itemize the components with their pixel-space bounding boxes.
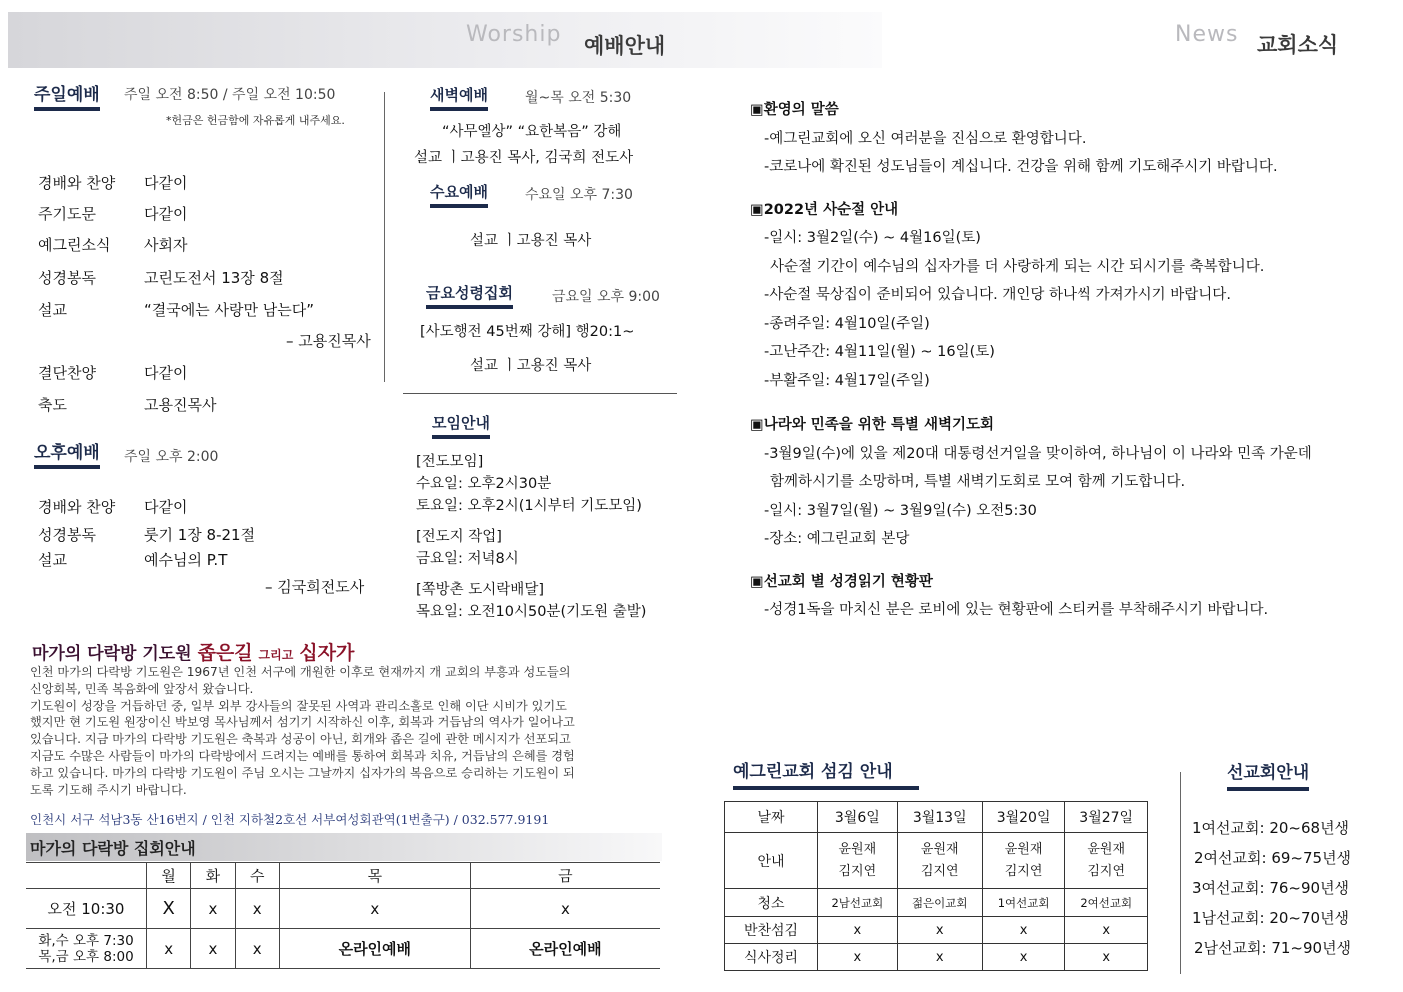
date-cell: 3월27일 — [1065, 802, 1148, 833]
friday-worship-title: 금요성령집회 — [426, 282, 513, 309]
order-item — [38, 362, 187, 383]
friday-worship-time: 금요일 오후 9:00 — [552, 289, 660, 305]
row-label: 청소 — [725, 889, 818, 917]
table-row — [725, 944, 1148, 971]
guide-cell — [982, 833, 1065, 889]
header-cell: 날짜 — [725, 802, 818, 833]
schedule-title: 마가의 다락방 집회안내 — [30, 839, 196, 858]
semgim-cell: x — [1065, 944, 1148, 971]
news-line: -일시: 3월2일(수) ~ 4월16일(토) — [764, 230, 981, 246]
order-value: 다같이 — [144, 498, 188, 516]
guide-name: 김지연 — [838, 863, 877, 879]
news-line: -부활주일: 4월17일(주일) — [764, 372, 930, 389]
order-item — [38, 172, 187, 193]
worship-header-en: Worship — [466, 22, 562, 47]
schedule-cell: x — [470, 889, 660, 929]
order-item — [38, 203, 187, 224]
order-value: 룻기 1장 8-21절 — [144, 526, 256, 544]
guide-name: 김지연 — [1004, 863, 1043, 879]
time-line: 화,수 오후 7:30 — [38, 932, 134, 949]
prayer-house-name: 마가의 다락방 기도원 — [32, 644, 192, 664]
news-line: -코로나에 확진된 성도님들이 계십니다. 건강을 위해 함께 기도해주시기 바랍니다. — [764, 159, 1278, 175]
body-line: 기도원이 성장을 거듭하던 중, 일부 외부 강사들의 잘못된 사역과 관리소홀로 인해 이단 시비가 있기도 — [30, 698, 567, 713]
semgim-cell: x — [897, 917, 982, 944]
afternoon-preacher: – 김국희전도사 — [265, 578, 365, 596]
afternoon-worship-title: 오후예배 — [34, 438, 100, 469]
wednesday-worship-title: 수요예배 — [430, 181, 488, 208]
news-header-ko: 교회소식 — [1257, 33, 1339, 57]
schedule-cell: x — [191, 889, 235, 929]
prayer-house-and: 그리고 — [258, 648, 294, 662]
news-list — [750, 96, 1390, 625]
body-line: 하고 있습니다. 마가의 다락방 기도원이 주님 오시는 그날까지 십자가의 복음으로 승리하는 기도원이 되 — [30, 765, 575, 780]
schedule-cell: x — [235, 889, 279, 929]
day-header: 목 — [279, 863, 470, 889]
prayer-house-body — [30, 664, 670, 798]
afternoon-worship-time: 주일 오후 2:00 — [124, 449, 219, 465]
guide-name: 김지연 — [920, 863, 959, 879]
mission-item: 2남선교회: 71~90년생 — [1194, 939, 1352, 957]
news-line: -고난주간: 4월11일(월) ~ 16일(토) — [764, 344, 995, 360]
offering-note: *헌금은 헌금함에 자유롭게 내주세요. — [166, 114, 345, 127]
friday-preacher: 설교 ㅣ고용진 목사 — [470, 358, 592, 374]
date-cell: 3월13일 — [897, 802, 982, 833]
body-line: 신앙회복, 민족 복음화에 앞장서 왔습니다. — [30, 681, 254, 696]
meeting-name: [쪽방촌 도시락배달] — [416, 582, 544, 598]
news-line: -종려주일: 4월10일(주일) — [764, 315, 930, 332]
schedule-cell: x — [235, 929, 279, 969]
order-label: 예그린소식 — [38, 236, 111, 254]
day-header: 월 — [147, 863, 191, 889]
schedule-cell: 온라인예배 — [279, 929, 470, 969]
meeting-name: [전도모임] — [416, 454, 484, 470]
sunday-preacher: – 고용진목사 — [286, 332, 371, 350]
table-row — [725, 889, 1148, 917]
semgim-cell: 2남선교회 — [818, 889, 898, 917]
worship-header-band — [8, 12, 882, 68]
meeting-group — [416, 579, 646, 623]
news-heading: ▣환영의 말씀 — [750, 102, 839, 118]
schedule-cell: X — [147, 889, 191, 929]
news-item — [750, 196, 1390, 396]
mission-divider — [1180, 772, 1181, 974]
order-value: 고용진목사 — [144, 396, 217, 414]
guide-name: 윤원재 — [920, 841, 959, 857]
day-header: 수 — [235, 863, 279, 889]
prayer-house-title — [32, 638, 354, 665]
news-heading: ▣나라와 민족을 위한 특별 새벽기도회 — [750, 417, 994, 433]
guide-name: 김지연 — [1087, 863, 1126, 879]
order-label: 경배와 찬양 — [38, 498, 116, 516]
worship-header-ko: 예배안내 — [584, 34, 666, 58]
sermon-title: “결국에는 사랑만 남는다” — [144, 301, 314, 319]
order-value: 예수님의 P.T — [144, 551, 228, 569]
news-heading: ▣2022년 사순절 안내 — [750, 201, 899, 218]
meeting-group — [416, 451, 642, 517]
table-row — [26, 929, 660, 969]
order-label: 설교 — [38, 551, 67, 569]
semgim-table — [724, 801, 1148, 971]
order-label: 축도 — [38, 396, 67, 414]
news-line: -일시: 3월7일(월) ~ 3월9일(수) 오전5:30 — [764, 502, 1037, 519]
order-label: 설교 — [38, 301, 67, 319]
dawn-worship-time: 월~목 오전 5:30 — [525, 90, 632, 106]
semgim-title: 예그린교회 섬김 안내 — [733, 757, 919, 790]
table-row — [26, 889, 660, 929]
time-cell: 오전 10:30 — [26, 889, 147, 929]
semgim-cell: x — [897, 944, 982, 971]
guide-name: 윤원재 — [1004, 841, 1043, 857]
row-label: 식사정리 — [725, 944, 818, 971]
table-corner — [26, 863, 147, 889]
order-item — [38, 234, 187, 255]
news-line: -성경1독을 마치신 분은 로비에 있는 현황판에 스티커를 부착해주시기 바랍니다. — [764, 602, 1269, 618]
meeting-line: 금요일: 저녁8시 — [416, 551, 519, 567]
order-value: 다같이 — [144, 205, 188, 223]
mission-item: 2여선교회: 69~75년생 — [1194, 849, 1352, 867]
semgim-cell: 젊은이교회 — [897, 889, 982, 917]
table-header-row — [26, 863, 660, 889]
guide-cell — [818, 833, 898, 889]
order-item — [38, 549, 227, 570]
date-cell: 3월20일 — [982, 802, 1065, 833]
table-row — [725, 833, 1148, 889]
schedule-cell: x — [147, 929, 191, 969]
order-item — [38, 267, 284, 288]
news-line: -3월9일(수)에 있을 제20대 대통령선거일을 맞이하여, 하나님이 이 나라와 민족 가운데 — [764, 445, 1312, 462]
meeting-name: [전도지 작업] — [416, 529, 502, 545]
news-header-en: News — [1175, 22, 1239, 47]
time-cell — [26, 929, 147, 969]
semgim-cell: x — [818, 917, 898, 944]
order-value: 사회자 — [144, 236, 188, 254]
news-line: -사순절 묵상집이 준비되어 있습니다. 개인당 하나씩 가져가시기 바랍니다. — [764, 287, 1231, 303]
order-label: 성경봉독 — [38, 269, 96, 287]
semgim-cell: 1여선교회 — [982, 889, 1065, 917]
time-line: 목,금 오후 8:00 — [38, 948, 134, 965]
news-line: -장소: 예그린교회 본당 — [764, 531, 910, 547]
schedule-cell: x — [279, 889, 470, 929]
column-divider — [384, 92, 385, 382]
news-line: 사순절 기간이 예수님의 십자가를 더 사랑하게 되는 시간 되시기를 축복합니다. — [770, 258, 1265, 275]
news-item — [750, 411, 1390, 554]
body-line: 도록 기도해 주시기 바랍니다. — [30, 782, 187, 797]
schedule-cell: x — [191, 929, 235, 969]
meeting-group — [416, 526, 519, 570]
dawn-preachers: 설교 ㅣ고용진 목사, 김국희 전도사 — [414, 150, 634, 166]
mission-item: 1여선교회: 20~68년생 — [1192, 819, 1350, 837]
body-line: 지금도 수많은 사람들이 마가의 다락방에서 드려지는 예배를 통하여 회복과 치유, 거듭남의 은혜를 경험 — [30, 748, 575, 763]
meeting-line: 수요일: 오후2시30분 — [416, 476, 552, 492]
semgim-cell: x — [818, 944, 898, 971]
body-line: 인천 마가의 다락방 기도원은 1967년 인천 서구에 개원한 이후로 현재까지 개 교회의 부흥과 성도들의 — [30, 665, 571, 679]
news-line: -예그린교회에 오신 여러분을 진심으로 환영합니다. — [764, 130, 1087, 147]
order-label: 경배와 찬양 — [38, 174, 116, 192]
wednesday-preacher: 설교 ㅣ고용진 목사 — [470, 233, 592, 249]
order-item — [38, 394, 216, 415]
sunday-worship-time: 주일 오전 8:50 / 주일 오전 10:50 — [124, 87, 336, 103]
prayer-house-cross: 십자가 — [299, 642, 355, 664]
semgim-cell: x — [1065, 917, 1148, 944]
mission-item: 3여선교회: 76~90년생 — [1192, 879, 1350, 897]
date-cell: 3월6일 — [818, 802, 898, 833]
dawn-worship-title: 새벽예배 — [430, 84, 488, 111]
news-heading: ▣선교회 별 성경읽기 현황판 — [750, 573, 933, 590]
news-item — [750, 568, 1390, 625]
semgim-cell: x — [982, 917, 1065, 944]
sunday-worship-title: 주일예배 — [34, 80, 100, 111]
day-header: 금 — [470, 863, 660, 889]
body-line: 있습니다. 지금 마가의 다락방 기도원은 축복과 성공이 아닌, 회개와 좁은 길에 관한 메시지가 선포되고 — [30, 732, 571, 747]
order-label: 주기도문 — [38, 205, 96, 223]
meeting-line: 목요일: 오전10시50분(기도원 출발) — [416, 604, 647, 620]
order-label: 성경봉독 — [38, 526, 96, 544]
order-item — [38, 496, 187, 517]
news-line: 함께하시기를 소망하며, 특별 새벽기도회로 모여 함께 기도합니다. — [770, 474, 1186, 490]
row-label: 안내 — [725, 833, 818, 889]
guide-cell — [897, 833, 982, 889]
body-line: 했지만 현 기도원 원장이신 박보영 목사님께서 섬기기 시작하신 이후, 회복과 거듭남의 역사가 일어나고 — [30, 715, 575, 730]
day-header: 화 — [191, 863, 235, 889]
mission-item: 1남선교회: 20~70년생 — [1192, 909, 1350, 927]
guide-name: 윤원재 — [1087, 841, 1126, 857]
section-divider — [403, 393, 677, 394]
guide-cell — [1065, 833, 1148, 889]
order-item — [38, 524, 255, 545]
semgim-cell: 2여선교회 — [1065, 889, 1148, 917]
wednesday-worship-time: 수요일 오후 7:30 — [525, 187, 633, 203]
prayer-house-narrow-way: 좁은길 — [197, 642, 253, 664]
schedule-cell: 온라인예배 — [470, 929, 660, 969]
table-header-row — [725, 802, 1148, 833]
table-row — [725, 917, 1148, 944]
news-item — [750, 96, 1390, 182]
order-value: 다같이 — [144, 174, 188, 192]
dawn-series: “사무엘상” “요한복음” 강해 — [442, 124, 622, 140]
mission-title: 선교회안내 — [1227, 758, 1309, 791]
meetings-title: 모임안내 — [432, 412, 490, 439]
order-value: 다같이 — [144, 364, 188, 382]
semgim-cell: x — [982, 944, 1065, 971]
row-label: 반찬섬김 — [725, 917, 818, 944]
prayer-house-address: 인천시 서구 석남3동 산16번지 / 인천 지하철2호선 서부여성회관역(1번출구) / 032.577.9191 — [30, 812, 550, 827]
meeting-line: 토요일: 오후2시(1시부터 기도모임) — [416, 498, 642, 514]
friday-series: [사도행전 45번째 강해] 행20:1~ — [420, 324, 635, 340]
order-value: 고린도전서 13장 8절 — [144, 269, 284, 287]
mission-list — [1192, 813, 1351, 963]
prayer-house-schedule-table — [26, 862, 660, 969]
guide-name: 윤원재 — [838, 841, 877, 857]
order-label: 결단찬양 — [38, 364, 96, 382]
order-item — [38, 299, 314, 320]
